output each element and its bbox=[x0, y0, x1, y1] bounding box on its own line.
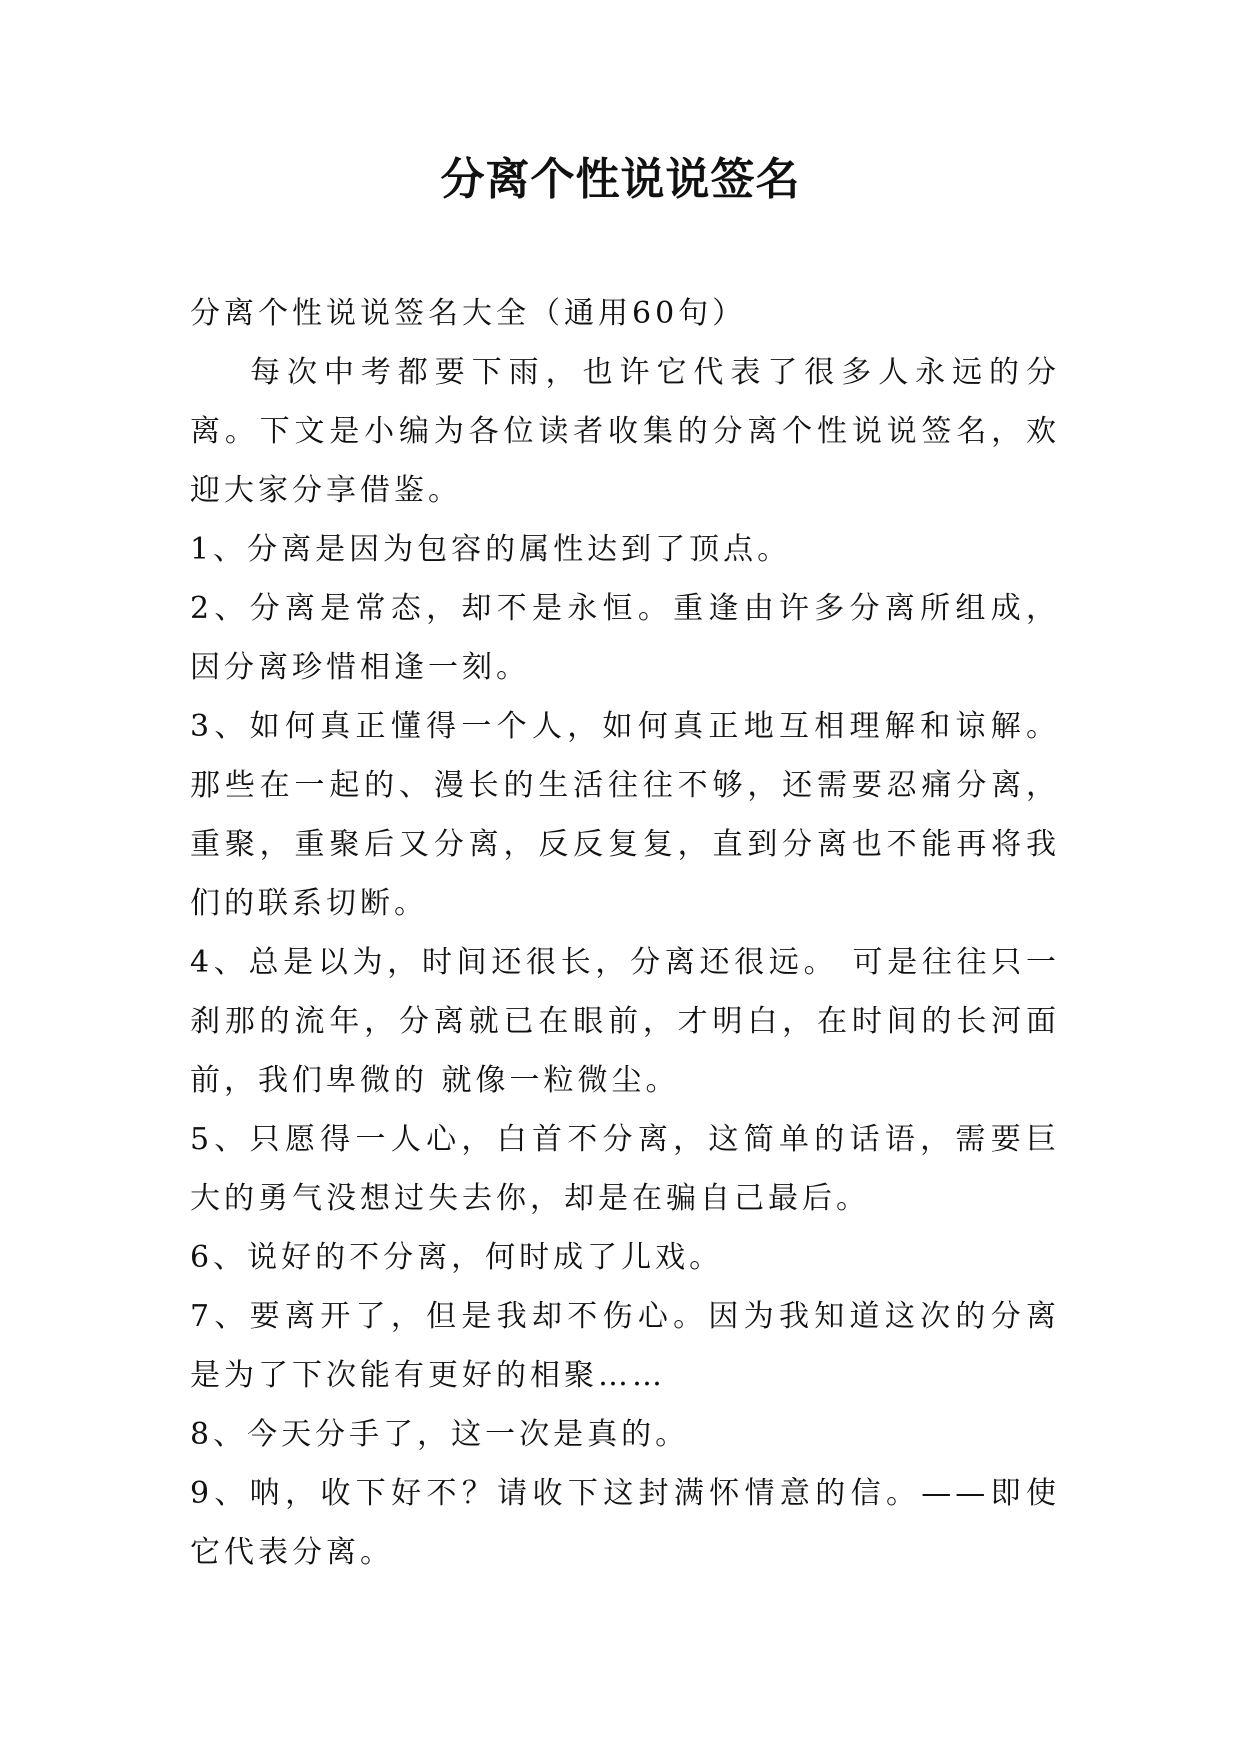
intro-paragraph: 每次中考都要下雨，也许它代表了很多人永远的分离。下文是小编为各位读者收集的分离个性说说签名，欢迎大家分享借鉴。 bbox=[190, 355, 1060, 508]
list-item: 7、要离开了，但是我却不伤心。因为我知道这次的分离是为了下次能有更好的相聚…… bbox=[190, 1299, 1060, 1393]
list-item: 9、呐，收下好不？请收下这封满怀情意的信。——即使它代表分离。 bbox=[190, 1476, 1060, 1570]
list-item: 5、只愿得一人心，白首不分离，这简单的话语，需要巨大的勇气没想过失去你，却是在骗自己最后。 bbox=[190, 1122, 1060, 1216]
list-item: 1、分离是因为包容的属性达到了顶点。 bbox=[190, 532, 792, 567]
list-item: 2、分离是常态，却不是永恒。重逢由许多分离所组成，因分离珍惜相逢一刻。 bbox=[190, 591, 1060, 685]
list-item: 8、今天分手了，这一次是真的。 bbox=[190, 1417, 690, 1452]
list-item: 3、如何真正懂得一个人，如何真正地互相理解和谅解。那些在一起的、漫长的生活往往不够，还需要忍痛分离，重聚，重聚后又分离，反反复复，直到分离也不能再将我们的联系切断。 bbox=[190, 709, 1060, 921]
list-item: 4、总是以为，时间还很长，分离还很远。 可是往往只一刹那的流年，分离就已在眼前，才明白，在时间的长河面前，我们卑微的 就像一粒微尘。 bbox=[190, 945, 1060, 1098]
document-title: 分离个性说说签名 bbox=[440, 154, 801, 205]
document-body bbox=[190, 284, 1060, 1582]
list-item: 6、说好的不分离，何时成了儿戏。 bbox=[190, 1240, 724, 1275]
document-subtitle: 分离个性说说签名大全（通用60句） bbox=[190, 296, 747, 331]
